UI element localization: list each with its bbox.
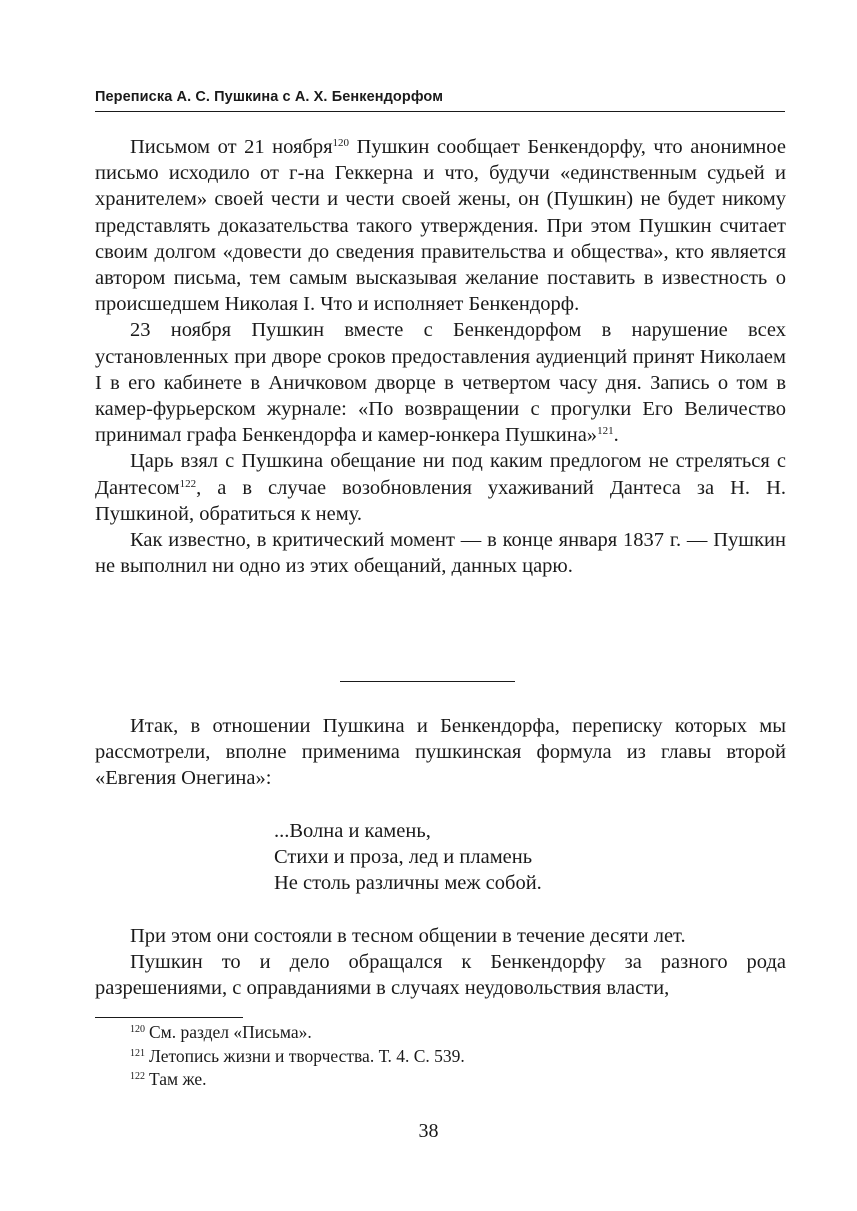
footnote-item: $^{122}$ Там же. xyxy=(130,1069,207,1089)
footnote-ref-122: 122 xyxy=(179,477,197,490)
paragraph-6: При этом они состояли в тесном общении в течение десяти лет. xyxy=(130,925,686,947)
section-separator xyxy=(340,681,515,682)
verse-line: Стихи и проза, лед и пламень xyxy=(274,846,533,869)
paragraph-3: Царь взял с Пушкина обещание ни под каким предлогом не стреляться с Дантесом$^{122}$, а в случае возобновления ухаживаний Дантеса за Н. Н. Пушкиной, обратиться к нему. xyxy=(95,450,786,525)
paragraph-4: Как известно, в критический момент — в конце января 1837 г. — Пушкин не выполнил ни одно из этих обещаний, данных царю. xyxy=(95,529,786,578)
running-header: Переписка А. С. Пушкина с А. Х. Бенкендорфом xyxy=(95,89,785,112)
verse-line: Не столь различны меж собой. xyxy=(274,872,542,895)
main-text-block xyxy=(95,134,786,579)
page-number: 38 xyxy=(418,1120,439,1142)
verse-line: ...Волна и камень, xyxy=(274,820,431,842)
verse-quote xyxy=(274,818,542,897)
footnotes xyxy=(130,1021,465,1092)
closing-text-block xyxy=(95,923,786,1002)
paragraph-5: Итак, в отношении Пушкина и Бенкендорфа, переписку которых мы рассмотрели, вполне применима пушкинская формула из главы второй «Евгения Онегина»: xyxy=(95,715,786,790)
footnote-ref-121: 121 xyxy=(597,425,614,438)
paragraph-2: 23 ноября Пушкин вместе с Бенкендорфом в нарушение всех установленных при дворе сроков предоставления аудиенций принят Николаем I в его кабинете в Аничковом дворце в четвертом часу дня. Запись о том в камер-фурьерском журнале: «По возвращении с прогулки Его Величество принимал графа Бенкендорфа и камер-юнкера Пушкина»$^{121}$. xyxy=(95,319,786,447)
footnote-item: $^{121}$ Летопись жизни и творчества. Т. 4. С. 539. xyxy=(130,1045,465,1066)
footnote-ref-120: 120 xyxy=(332,137,350,149)
paragraph-7: Пушкин то и дело обращался к Бенкендорфу за разного рода разрешениями, с оправданиями в случаях неудовольствия власти, xyxy=(95,951,786,1000)
footnote-divider xyxy=(95,1017,243,1018)
paragraph-1: Письмом от 21 ноября$^{120}$ Пушкин сообщает Бенкендорфу, что анонимное письмо исходило от г-на Геккерна и что, будучи «единственным судьей и хранителем» своей чести и чести своей жены, он (Пушкин) не будет никому представлять доказательства такого утверждения. При этом Пушкин считает своим долгом «довести до сведения правительства и общества», кто является автором письма, тем самым высказывая желание поставить в известность о происшедшем Николая I. Что и исполняет Бенкендорф. xyxy=(95,136,786,316)
conclusion-text-block xyxy=(95,713,786,792)
footnote-item: $^{120}$ См. раздел «Письма». xyxy=(130,1022,312,1042)
